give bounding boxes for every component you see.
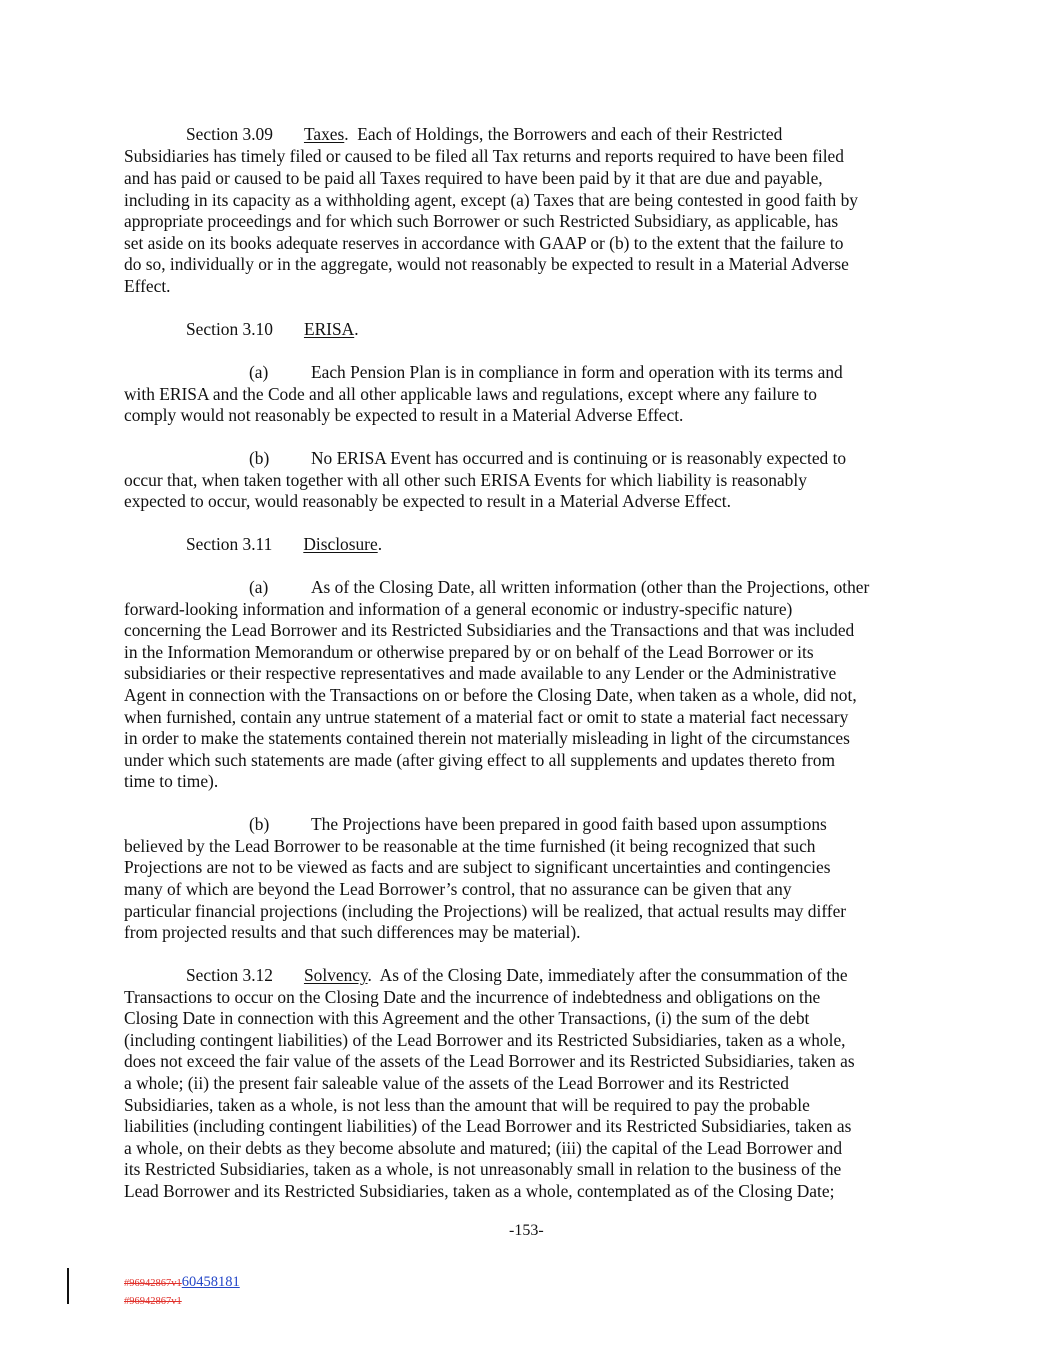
paragraph-line: Each Pension Plan is in compliance in form and operation with its terms and: [311, 362, 843, 382]
section-number: Section 3.11: [186, 534, 273, 554]
paragraph-line: time to time).: [124, 771, 219, 791]
title-period: .: [354, 319, 359, 339]
paragraph-line: occur that, when taken together with all other such ERISA Events for which liability is reasonably: [124, 470, 807, 490]
paragraph-line: liabilities (including contingent liabilities) of the Lead Borrower and its Restricted Subsidiaries, taken as: [124, 1116, 852, 1136]
paragraph-line: a whole; (ii) the present fair saleable value of the assets of the Lead Borrower and its Restricted: [124, 1073, 789, 1093]
paragraph-line: Lead Borrower and its Restricted Subsidiaries, taken as a whole, contemplated as of the Closing Date;: [124, 1181, 835, 1201]
paragraph-line: appropriate proceedings and for which such Borrower or such Restricted Subsidiary, as applicable, has: [124, 211, 839, 231]
clause-label: (b): [249, 814, 270, 834]
paragraph-line: including in its capacity as a withholding agent, except (a) Taxes that are being contested in good faith by: [124, 190, 858, 210]
section-title: Disclosure: [303, 534, 378, 554]
paragraph-line: expected to occur, would reasonably be expected to result in a Material Adverse Effect.: [124, 491, 731, 511]
paragraph-line: a whole, on their debts as they become absolute and matured; (iii) the capital of the Lead Borrower and: [124, 1138, 843, 1158]
section-3-10-heading: [186, 319, 359, 341]
deleted-doc-id: #96942867v1: [124, 1296, 182, 1307]
section-number: Section 3.10: [186, 319, 273, 339]
paragraph-line: many of which are beyond the Lead Borrower’s control, that no assurance can be given that any: [124, 879, 792, 899]
paragraph-line: . As of the Closing Date, immediately after the consummation of the: [367, 965, 848, 985]
clause-label: (a): [249, 362, 269, 382]
clause-label: (a): [249, 577, 269, 597]
paragraph-line: particular financial projections (including the Projections) will be realized, that actual results may differ: [124, 901, 847, 921]
paragraph-line: in order to make the statements contained therein not materially misleading in light of the circumstances: [124, 728, 850, 748]
section-title: ERISA: [303, 319, 355, 339]
paragraph-line: forward-looking information and information of a general economic or industry-specific nature): [124, 599, 793, 619]
paragraph-line: in the Information Memorandum or otherwise prepared by or on behalf of the Lead Borrower or its: [124, 642, 814, 662]
paragraph-line: subsidiaries or their respective representatives and made available to any Lender or the Administrative: [124, 663, 837, 683]
paragraph-line: set aside on its books adequate reserves in accordance with GAAP or (b) to the extent that the failure to: [124, 233, 844, 253]
paragraph-line: (including contingent liabilities) of the Lead Borrower and its Restricted Subsidiaries, taken as a whole,: [124, 1030, 846, 1050]
inserted-doc-id: 60458181: [181, 1274, 240, 1290]
paragraph-line: and has paid or caused to be paid all Taxes required to have been paid by it that are due and payable,: [124, 168, 823, 188]
title-period: .: [377, 534, 383, 554]
paragraph-line: from projected results and that such differences may be material).: [124, 922, 581, 942]
paragraph-line: Subsidiaries has timely filed or caused to be filed all Tax returns and reports required to have been filed: [124, 146, 844, 166]
paragraph-line: Effect.: [124, 276, 171, 296]
paragraph-line: believed by the Lead Borrower to be reasonable at the time furnished (it being recognized that such: [124, 836, 816, 856]
paragraph-line: The Projections have been prepared in good faith based upon assumptions: [311, 814, 827, 834]
paragraph-line: when furnished, contain any untrue statement of a material fact or omit to state a material fact necessary: [124, 707, 849, 727]
section-number: Section 3.09: [186, 124, 273, 144]
change-bar: [67, 1268, 69, 1304]
section-3-12-heading: [186, 965, 848, 987]
document-id: [124, 1273, 240, 1291]
paragraph-line: Closing Date in connection with this Agreement and the other Transactions, (i) the sum of the debt: [124, 1008, 810, 1028]
section-3-09-heading: [186, 124, 782, 146]
section-3-11-heading: [186, 534, 382, 556]
paragraph-line: Projections are not to be viewed as facts and are subject to significant uncertainties and contingencies: [124, 857, 831, 877]
paragraph-line: do so, individually or in the aggregate, would not reasonably be expected to result in a Material Adverse: [124, 254, 849, 274]
deleted-doc-id: #96942867v1: [124, 1278, 182, 1289]
paragraph-line: comply would not reasonably be expected to result in a Material Adverse Effect.: [124, 405, 684, 425]
paragraph-line: under which such statements are made (after giving effect to all supplements and updates thereto from: [124, 750, 836, 770]
clause-label: (b): [249, 448, 270, 468]
document-id-previous: [124, 1291, 182, 1309]
paragraph-line: concerning the Lead Borrower and its Restricted Subsidiaries and the Transactions and that was included: [124, 620, 855, 640]
section-number: Section 3.12: [186, 965, 273, 985]
section-title: Taxes: [303, 124, 345, 144]
page-number: -153-: [509, 1222, 544, 1239]
paragraph-line: Transactions to occur on the Closing Date and the incurrence of indebtedness and obligations on the: [124, 987, 821, 1007]
section-title: Solvency: [303, 965, 368, 985]
paragraph-line: with ERISA and the Code and all other applicable laws and regulations, except where any failure to: [124, 384, 817, 404]
paragraph-line: its Restricted Subsidiaries, taken as a whole, is not unreasonably small in relation to the business of the: [124, 1159, 842, 1179]
paragraph-line: . Each of Holdings, the Borrowers and each of their Restricted: [344, 124, 783, 144]
paragraph-line: Agent in connection with the Transactions on or before the Closing Date, when taken as a whole, did not,: [124, 685, 857, 705]
paragraph-line: Subsidiaries, taken as a whole, is not less than the amount that will be required to pay the probable: [124, 1095, 810, 1115]
paragraph-line: No ERISA Event has occurred and is continuing or is reasonably expected to: [311, 448, 847, 468]
paragraph-line: As of the Closing Date, all written information (other than the Projections, other: [311, 577, 870, 597]
paragraph-line: does not exceed the fair value of the assets of the Lead Borrower and its Restricted Subsidiaries, taken as: [124, 1051, 855, 1071]
